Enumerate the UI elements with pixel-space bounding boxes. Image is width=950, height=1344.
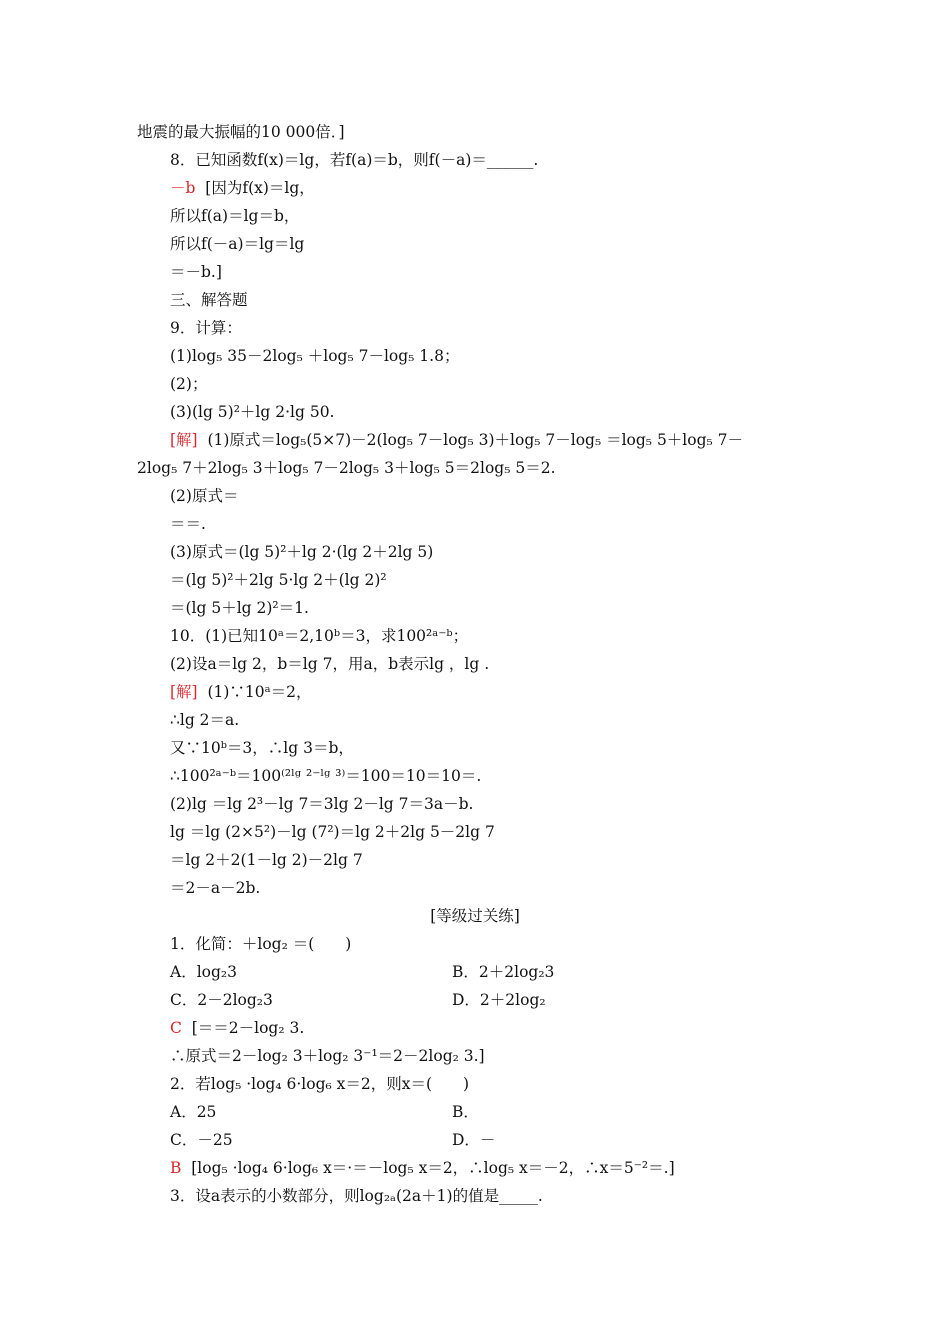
option-c: C．－25 <box>170 1131 233 1149</box>
text-line: ＝＝. <box>170 515 206 533</box>
option-b: B．2＋2log₂3 <box>452 963 555 981</box>
text-line: (3)原式＝(lg 5)²＋lg 2·(lg 2＋2lg 5) <box>170 543 434 561</box>
text-line: (2)lg ＝lg 2³－lg 7＝3lg 2－lg 7＝3a－b. <box>170 795 474 813</box>
option-row <box>0 986 950 1014</box>
text-line: lg ＝lg (2×5²)－lg (7²)＝lg 2＋2lg 5－2lg 7 <box>170 823 495 841</box>
text-line: (2)设a＝lg 2，b＝lg 7，用a，b表示lg ，lg . <box>170 655 490 673</box>
text-line: ＝lg 2＋2(1－lg 2)－2lg 7 <box>170 851 363 869</box>
question-1: 1．化简：＋log₂ ＝( ) <box>170 935 352 953</box>
option-a: A．25 <box>170 1103 217 1121</box>
solution-mark: [解] <box>170 683 198 701</box>
question-8: 8．已知函数f(x)＝lg，若f(a)＝b，则f(－a)＝______. <box>170 151 539 169</box>
text-line: ＝(lg 5)²＋2lg 5·lg 2＋(lg 2)² <box>170 571 387 589</box>
text-line: 所以f(－a)＝lg＝lg <box>170 235 305 253</box>
option-c: C．2－2log₂3 <box>170 991 273 1009</box>
question-10: 10．(1)已知10ᵃ＝2,10ᵇ＝3，求100²ᵃ⁻ᵇ； <box>170 627 469 645</box>
question-2: 2．若log₅ ·log₄ 6·log₆ x＝2，则x＝( ) <box>170 1075 470 1093</box>
option-b: B． <box>452 1103 479 1121</box>
text-line: 又∵10ᵇ＝3，∴lg 3＝b， <box>170 739 354 757</box>
option-d: D．2＋2log₂ <box>452 991 546 1009</box>
option-row <box>0 1126 950 1154</box>
text-line: 所以f(a)＝lg＝b， <box>170 207 300 225</box>
solution-mark: [解] <box>170 431 198 449</box>
section-heading: 三、解答题 <box>170 291 248 309</box>
answer-line: B [log₅ ·log₄ 6·log₆ x＝·＝－log₅ x＝2，∴log₅ x＝－2，∴x＝5⁻²＝.] <box>170 1159 675 1177</box>
text-line: ＝－b.] <box>170 263 222 281</box>
text-line: (3)(lg 5)²＋lg 2·lg 50. <box>170 403 335 421</box>
text-line: ∴原式＝2－log₂ 3＋log₂ 3⁻¹＝2－2log₂ 3.] <box>170 1047 485 1065</box>
answer-line: C [＝＝2－log₂ 3. <box>170 1019 305 1037</box>
option-d: D．－ <box>452 1131 496 1149</box>
text-line: 地震的最大振幅的10 000倍．] <box>137 123 345 141</box>
text-line: (2)； <box>170 375 208 393</box>
answer-mark: B <box>170 1159 182 1177</box>
text-line: (2)原式＝ <box>170 487 239 505</box>
text-line: ∴lg 2＝a. <box>170 711 240 729</box>
option-row <box>0 958 950 986</box>
option-row <box>0 1098 950 1126</box>
section-heading: [等级过关练] <box>430 907 520 925</box>
answer-mark: C <box>170 1019 182 1037</box>
text-line: (1)log₅ 35－2log₅ ＋log₅ 7－log₅ 1.8； <box>170 347 460 365</box>
text-line: ＝2－a－2b. <box>170 879 261 897</box>
text-line: 2log₅ 7＋2log₅ 3＋log₅ 7－2log₅ 3＋log₅ 5＝2log₅ 5＝2. <box>137 459 556 477</box>
question-9: 9．计算： <box>170 319 242 337</box>
solution-line: [解] (1)原式＝log₅(5×7)－2(log₅ 7－log₅ 3)＋log₅ 7－log₅ ＝log₅ 5＋log₅ 7－ <box>170 431 744 449</box>
solution-line: [解] (1)∵10ᵃ＝2， <box>170 683 312 701</box>
option-a: A．log₂3 <box>170 963 237 981</box>
text-line: ∴100²ᵃ⁻ᵇ＝100⁽²ˡᵍ ²⁻ˡᵍ ³⁾＝100＝10＝10＝. <box>170 767 482 785</box>
answer-line: －b [因为f(x)＝lg， <box>170 179 315 197</box>
text-line: ＝(lg 5＋lg 2)²＝1. <box>170 599 309 617</box>
question-3: 3．设a表示的小数部分，则log₂ₐ(2a＋1)的值是_____. <box>170 1187 543 1205</box>
answer-mark: －b <box>170 179 196 197</box>
